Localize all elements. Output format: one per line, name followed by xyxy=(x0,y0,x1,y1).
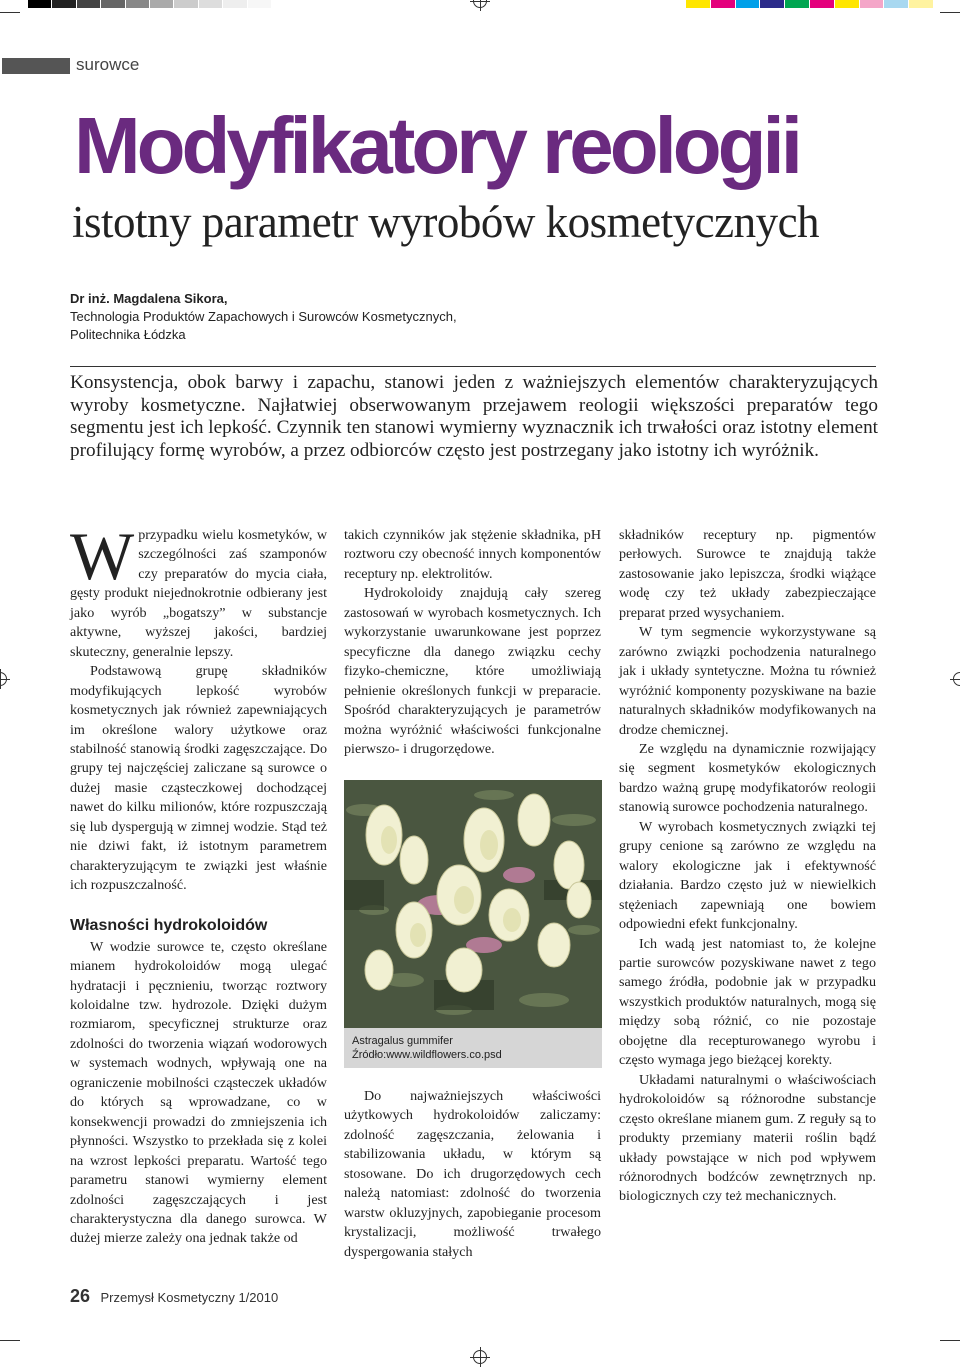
text-column-2 xyxy=(344,526,601,759)
section-bar xyxy=(2,58,70,74)
paragraph: Ze względu na dynamicznie rozwijający się segment kosmetyków ekologicznych bardzo ważną grupę modyfikatorów reologii stanowią surowce pochodzenia naturalnego. xyxy=(619,740,876,816)
caption-title: Astragalus gummifer xyxy=(352,1035,453,1047)
paragraph: Do najważniejszych właściwości użytkowych hydrokoloidów zaliczamy: zdolność zagęszczania, żelowania i stabilizowania układu, w którym są stosowane. Do ich drugorzędowych cech należą natomiast: zdolność do tworzenia warstw okluzyjnych, zapobieganie procesom krystalizacji, możliwość trwałego dyspergowania stałych xyxy=(344,1088,601,1260)
registration-mark-icon xyxy=(473,0,487,8)
text-column-1 xyxy=(70,518,327,1249)
caption-source: Źródło:www.wildflowers.co.psd xyxy=(352,1049,502,1061)
section-tag: surowce xyxy=(76,55,140,74)
paragraph: W tym segmencie wykorzystywane są zarówno związki pochodzenia naturalnego jak i układy syntetyczne. Można tu również wyróżnić komponenty pozyskiwane na bazie naturalnych składników modyfikowanych na drodze chemicznej. xyxy=(619,624,876,738)
registration-mark-icon xyxy=(473,1350,487,1364)
divider xyxy=(70,366,876,367)
crop-mark-icon xyxy=(0,1340,20,1341)
paragraph: W wyrobach kosmetycznych związki tej grupy cenione są zarówno ze względu na walory ekologiczne jak i efektywność działania. Bardzo często już w niewielkich stężeniach zapewniają one bowiem odpowiedni efekt funkcjonalny. xyxy=(619,818,876,933)
magazine-issue: Przemysł Kosmetyczny 1/2010 xyxy=(100,1290,279,1305)
paragraph: takich czynników jak stężenie składnika, pH roztworu czy obecność innych komponentów receptury np. elektrolitów. xyxy=(344,527,601,582)
author-block xyxy=(70,290,457,344)
crop-mark-icon xyxy=(0,12,20,13)
cmyk-color-bar xyxy=(686,0,934,8)
crop-mark-icon xyxy=(940,1340,960,1341)
page-footer xyxy=(70,1286,278,1307)
section-heading: Własności hydrokoloidów xyxy=(70,916,268,934)
author-name: Dr inż. Magdalena Sikora, xyxy=(70,291,228,306)
paragraph xyxy=(70,518,327,662)
drop-cap: W xyxy=(70,518,135,594)
paragraph-text: przypadku wielu kosmetyków, w szczególności zaś szamponów czy preparatów do mycia ciała, gęsty produkt niejednokrotnie odbierany jest jako wyrób „bogatszy” w substancje aktywne, wyższej jakości, bardziej skuteczny, generalnie lepszy. xyxy=(70,527,327,660)
paragraph: składników receptury np. pigmentów perłowych. Surowce te znajdują także zastosowanie jako lepiszcza, środki wiążące wodę czy też układy zabezpieczające preparat przed wysychaniem. xyxy=(619,527,876,621)
paragraph: W wodzie surowce te, często określane mianem hydrokoloidów mogą ulegać hydratacji i pęcznieniu, tworząc roztwory koloidalne tzw. hydrozole. Dzięki dużym rozmiarom, specyficznej strukturze oraz zdolności do tworzenia wiązań wodorowych w systemach wodnych, wpływają one na ograniczenie mobilności cząsteczek układów do których są wprowadzane, co w konsekwencji prowadzi do zmniejszenia ich płynności. Wszystko to przekłada się z kolei na wzrost lepkości preparatu. Wartość tego parametru stanowi wymierny element zdolności zagęszczających i jest charakterystyczna dla danego surowca. W dużej mierze zależy ona jednak także od xyxy=(70,938,327,1247)
astragalus-flower-image xyxy=(344,780,602,1028)
article-title: Modyfikatory reologii xyxy=(74,101,799,190)
page-number: 26 xyxy=(70,1286,91,1306)
grayscale-color-bar xyxy=(28,0,272,8)
paragraph: Układami naturalnymi o właściwościach hydrokoloidów są różnorodne substancje często określane mianem gum. Z reguły są to produkty przemiany materii roślin bądź układy powstające w nich pod wpływem różnorodnych bodźców zewnętrznych np. biologicznych czy też mechanicznych. xyxy=(619,1071,876,1205)
photo-caption xyxy=(344,1028,602,1068)
paragraph: Hydrokoloidy znajdują cały szereg zastosowań w wyrobach kosmetycznych. Ich wykorzystanie uwarunkowane jest poprzez specyficzne dla danego związku cechy fizyko-chemiczne, które umożliwiają pełnienie określonych funkcji w preparacie. Spośród charakteryzujących je parametrów można wyróżnić właściwości funkcjonalne pierwszo- i drugorzędowe. xyxy=(344,585,601,757)
flower-photo xyxy=(344,780,602,1028)
lead-paragraph: Konsystencja, obok barwy i zapachu, stanowi jeden z ważniejszych elementów charakteryzujących wyroby kosmetyczne. Najłatwiej obserwowanym przejawem reologii większości preparatów tego segmentu jest ich lepkość. Czynnik ten stanowi wymierny wyznacznik ich trwałości oraz istotny element profilujący formę wyrobów, a przez odbiorców często jest postrzegany jako istotny ich wyróżnik. xyxy=(70,372,878,461)
text-column-3 xyxy=(619,526,876,1207)
paragraph: Podstawową grupę składników modyfikujących lepkość wyrobów kosmetycznych jak również zapewniających im określone walory użytkowe oraz stabilność stanowią środki zagęszczające. Do grupy tej najczęściej zaliczane są surowce o dużej masie cząsteczkowej dochodzącej nawet do kilku milionów, które rozpuszczają się lub dyspergują w zimnej wodzie. Stąd też nie dziwi fakt, iż istotnym parametrem charakteryzującym te związki jest właśnie ich rozpuszczalność. xyxy=(70,663,327,894)
registration-mark-icon xyxy=(953,672,960,686)
author-institution: Politechnika Łódzka xyxy=(70,327,186,342)
author-affiliation: Technologia Produktów Zapachowych i Surowców Kosmetycznych, xyxy=(70,309,457,324)
crop-mark-icon xyxy=(940,12,960,13)
text-column-2-continued xyxy=(344,1087,601,1262)
paragraph: Ich wadą jest natomiast to, że kolejne partie surowców pozyskiwane nawet z tego samego źródła, podobnie jak w przypadku wszystkich produktów naturalnych, mogą się między sobą różnić, co nie pozostaje obojętne dla recepturowanego wyrobu i często wymaga jego bieżącej korekty. xyxy=(619,935,876,1069)
registration-mark-icon xyxy=(0,672,7,686)
article-subtitle: istotny parametr wyrobów kosmetycznych xyxy=(72,197,820,247)
